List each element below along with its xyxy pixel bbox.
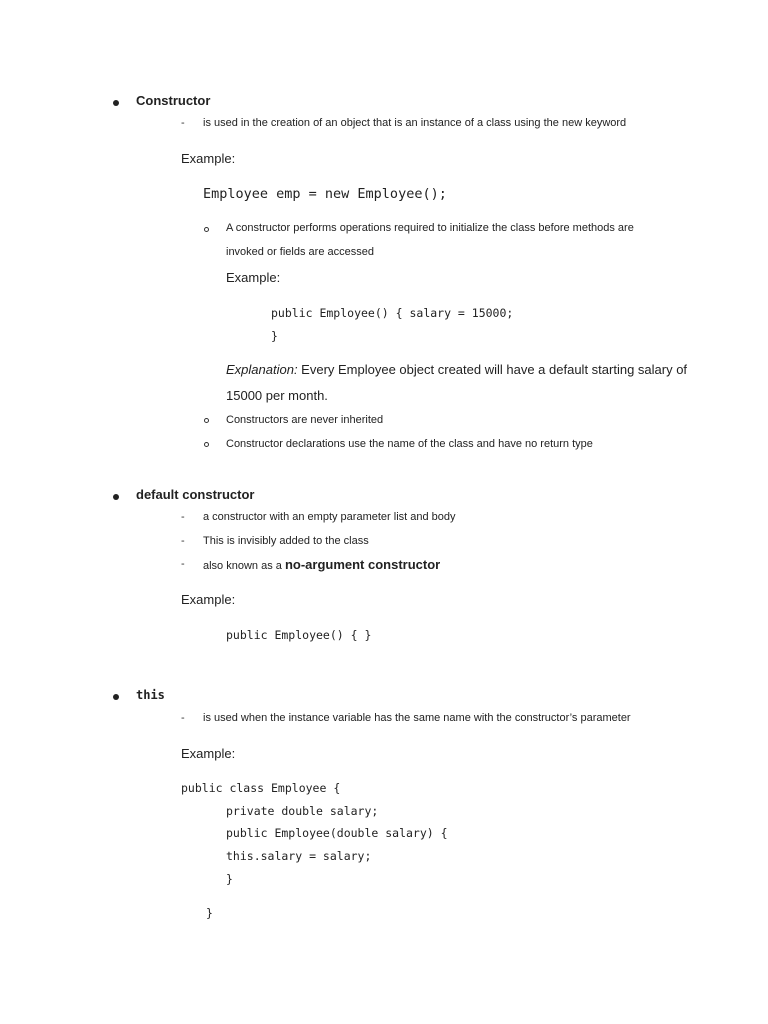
sub-item-line: invoked or fields are accessed (226, 246, 374, 258)
dash-marker: - (181, 511, 185, 523)
list-item: This is invisibly added to the class (203, 535, 369, 547)
aka-term: no-argument constructor (284, 557, 441, 572)
dash-marker: - (181, 712, 185, 724)
sub-bullet-circle (204, 418, 209, 423)
heading-constructor: Constructor (136, 93, 211, 108)
heading-this: this (136, 688, 165, 702)
definition-text: is used in the creation of an object that is an instance of a class using the (203, 117, 562, 129)
code-line: public Employee() { salary = 15000; (271, 306, 514, 320)
example-label: Example: (181, 592, 236, 607)
new-keyword: new (561, 117, 583, 129)
code-line: } (206, 906, 213, 920)
constructor-definition (203, 117, 626, 129)
sub-bullet-circle (204, 227, 209, 232)
code-line: public class Employee { (181, 781, 341, 795)
sub-item-line: A constructor performs operations required to initialize the class before methods are (226, 222, 634, 234)
this-definition: is used when the instance variable has the same name with the constructor’s parameter (203, 712, 631, 724)
dash-marker: - (181, 117, 185, 129)
sub-item-line: Constructor declarations use the name of the class and have no return type (226, 438, 593, 450)
code-line: } (226, 872, 233, 886)
example-label: Example: (181, 746, 236, 761)
code-line: this.salary = salary; (226, 849, 372, 863)
dash-marker: - (181, 535, 185, 547)
sub-bullet-circle (204, 442, 209, 447)
dash-marker: - (181, 558, 185, 570)
code-line: } (271, 329, 278, 343)
code-line: private double salary; (226, 804, 379, 818)
example-label: Example: (181, 151, 236, 166)
definition-tail: keyword (582, 117, 627, 129)
bullet-dot (113, 694, 119, 700)
explanation-line (226, 362, 687, 377)
bullet-dot (113, 100, 119, 106)
code-line: public Employee() { } (226, 628, 372, 642)
explanation-label: Explanation: (226, 362, 298, 377)
heading-default-constructor: default constructor (136, 487, 255, 502)
explanation-line: 15000 per month. (226, 388, 328, 403)
code-line: Employee emp = new Employee(); (203, 186, 447, 202)
bullet-dot (113, 494, 119, 500)
aka-prefix: also known as a (203, 560, 285, 572)
list-item: a constructor with an empty parameter list and body (203, 511, 456, 523)
example-label: Example: (226, 270, 281, 285)
explanation-text: Every Employee object created will have a default starting salary of (297, 362, 688, 377)
code-line: public Employee(double salary) { (226, 826, 448, 840)
list-item (203, 557, 440, 572)
sub-item-line: Constructors are never inherited (226, 414, 384, 426)
